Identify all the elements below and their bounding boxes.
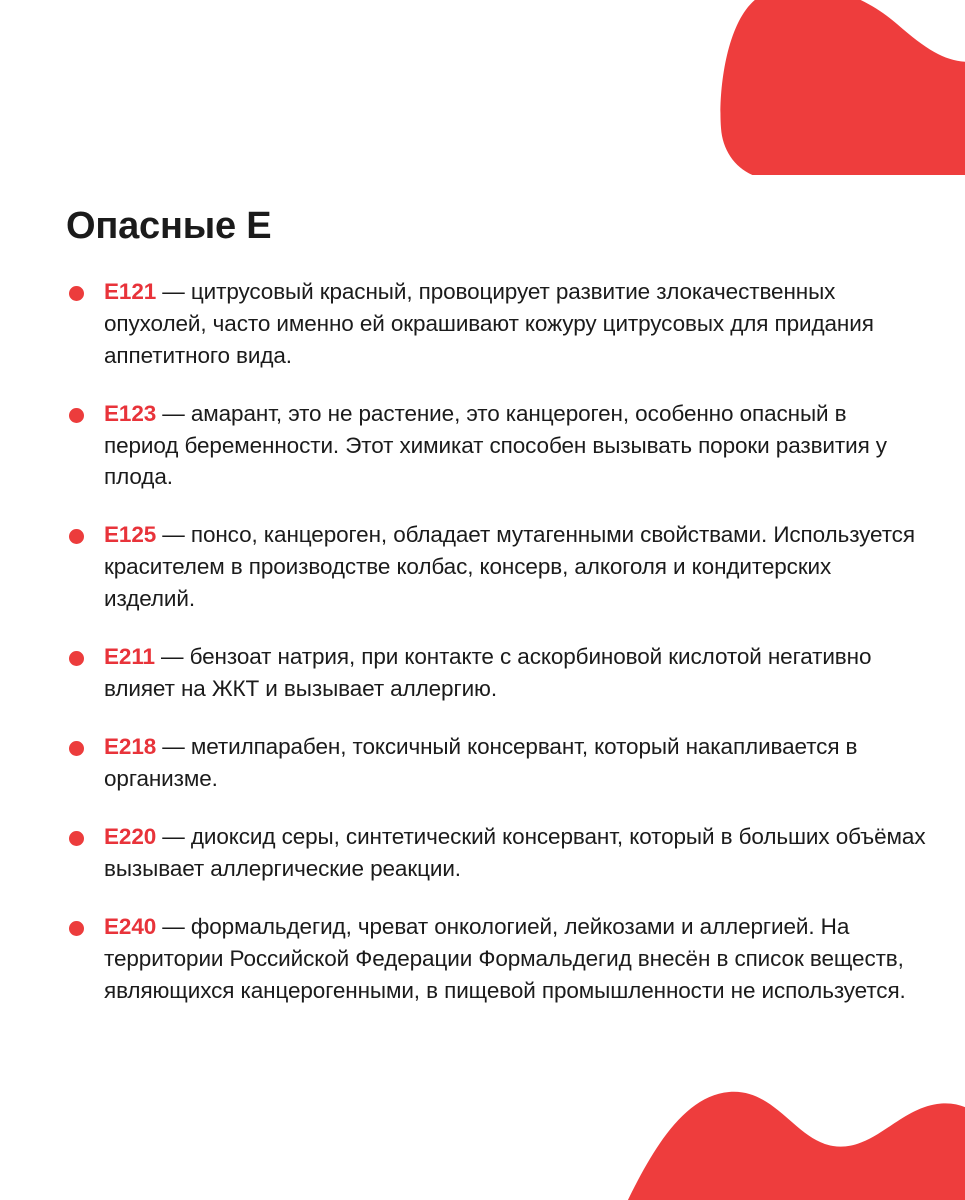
- additive-code: E125: [104, 522, 157, 548]
- additive-code: E211: [104, 644, 155, 670]
- red-blob-bottom-right-icon: [625, 1088, 965, 1200]
- bullet-icon: [69, 921, 84, 936]
- additives-list: [66, 276, 926, 1007]
- additive-description: — цитрусовый красный, провоцирует развитие злокачественных опухолей, часто именно ей окрашивают кожуру цитрусовых для придания аппетитного вида.: [104, 278, 874, 368]
- bullet-icon: [69, 529, 84, 544]
- bullet-icon: [69, 286, 84, 301]
- red-blob-top-right-icon: [715, 0, 965, 175]
- content-area: [66, 206, 926, 1007]
- list-item-text: [104, 279, 874, 368]
- list-item-text: [104, 734, 857, 791]
- list-item-text: [104, 401, 887, 490]
- list-item: [66, 641, 926, 705]
- list-item-text: [104, 522, 915, 611]
- page-title: Опасные Е: [66, 205, 272, 247]
- list-item: [66, 398, 926, 494]
- additive-description: — бензоат натрия, при контакте с аскорбиновой кислотой негативно влияет на ЖКТ и вызывает аллергию.: [104, 644, 872, 702]
- list-item: [66, 821, 926, 885]
- additive-description: — амарант, это не растение, это канцероген, особенно опасный в период беременности. Этот химикат способен вызывать пороки развития у плода.: [104, 400, 887, 490]
- list-item-text: [104, 644, 871, 701]
- list-item-text: [104, 914, 906, 1003]
- list-item: [66, 911, 926, 1007]
- bullet-icon: [69, 408, 84, 423]
- additive-description: — формальдегид, чреват онкологией, лейкозами и аллергией. На территории Российской Федерации Формальдегид внесён в список веществ, являющихся канцерогенными, в пищевой промышленности не используется.: [104, 913, 906, 1003]
- additive-description: — метилпарабен, токсичный консервант, который накапливается в организме.: [104, 734, 858, 792]
- additive-code: E218: [104, 734, 157, 760]
- additive-description: — диоксид серы, синтетический консервант, который в больших объёмах вызывает аллергические реакции.: [104, 823, 926, 881]
- additive-description: — понсо, канцероген, обладает мутагенными свойствами. Используется красителем в производстве колбас, консерв, алкоголя и кондитерских изделий.: [104, 522, 915, 612]
- bullet-icon: [69, 741, 84, 756]
- additive-code: E123: [104, 400, 157, 426]
- additive-code: E240: [104, 913, 157, 939]
- bullet-icon: [69, 831, 84, 846]
- bullet-icon: [69, 651, 84, 666]
- list-item: [66, 519, 926, 615]
- additive-code: E220: [104, 823, 157, 849]
- list-item: [66, 276, 926, 372]
- additive-code: E121: [104, 278, 157, 304]
- list-item: [66, 731, 926, 795]
- list-item-text: [104, 824, 925, 881]
